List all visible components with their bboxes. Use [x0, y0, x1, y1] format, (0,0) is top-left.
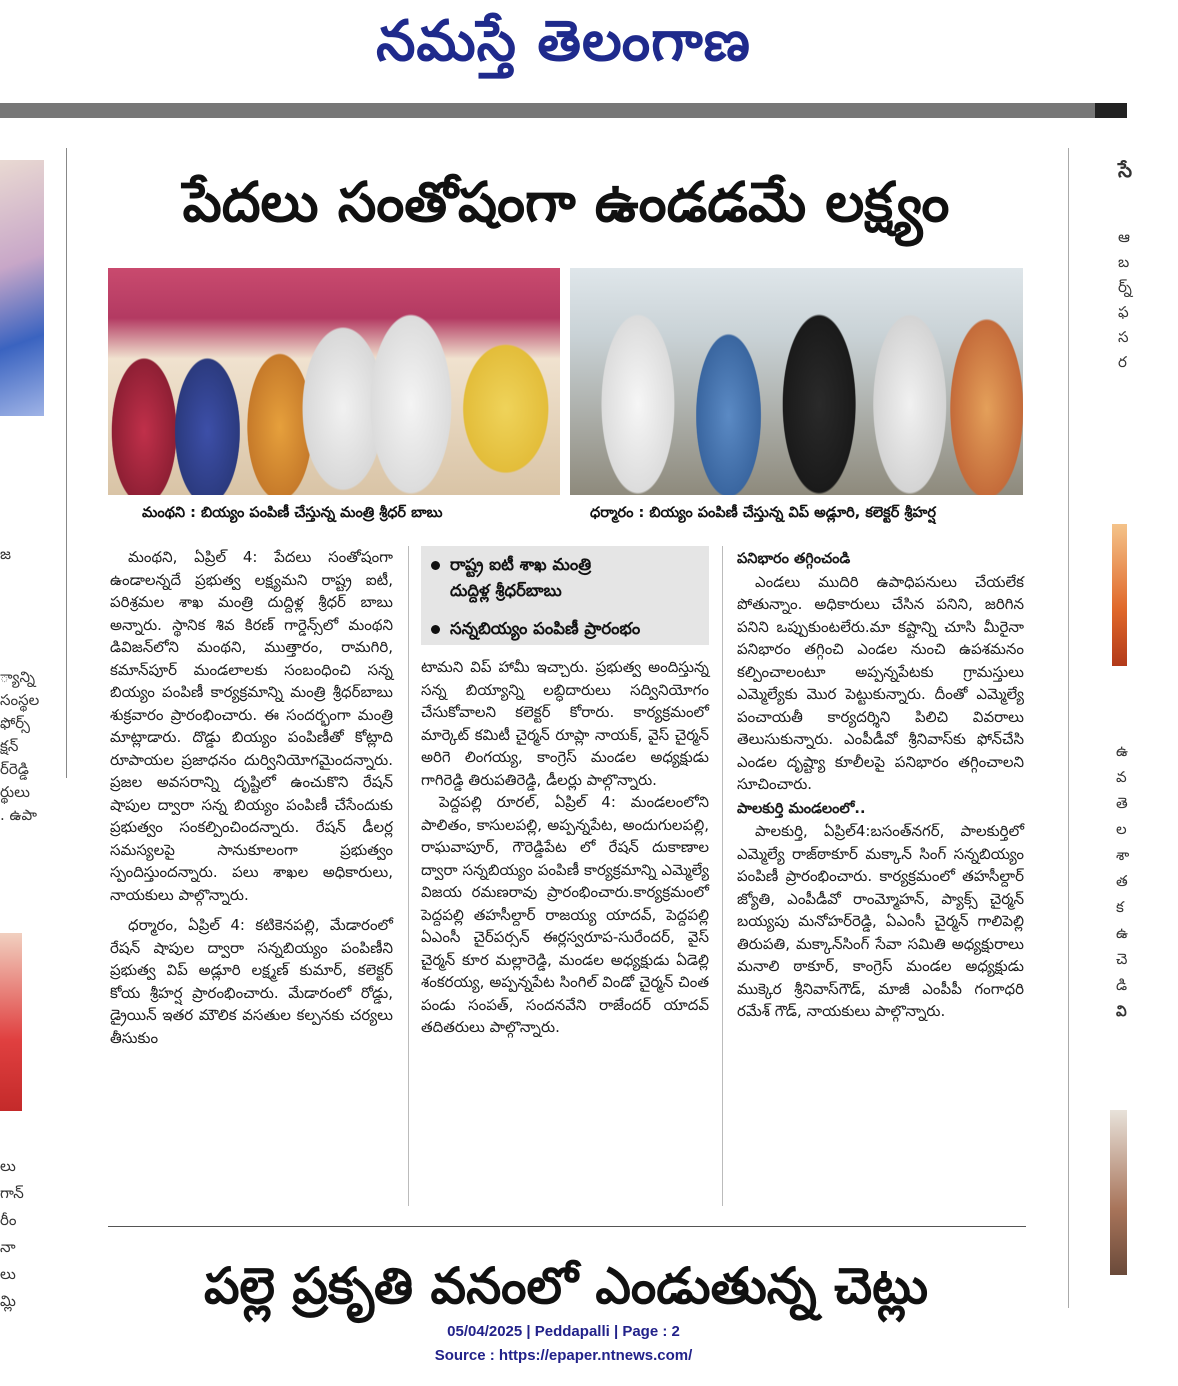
- left-snip: మ్లి: [0, 1292, 16, 1310]
- right-snip: ర్న్: [1118, 278, 1132, 296]
- right-snip: ల: [1116, 820, 1127, 838]
- right-snip: ఉ: [1116, 924, 1128, 942]
- right-snip: స: [1118, 328, 1129, 346]
- article-headline: పేదలు సంతోషంగా ఉండడమే లక్ష్యం: [182, 170, 950, 234]
- footer-source[interactable]: Source : https://epaper.ntnews.com/: [434, 1347, 693, 1364]
- article-column-1: [110, 546, 393, 1049]
- left-snip: లు: [0, 1157, 16, 1175]
- right-neighbor-photo-2: [1110, 1110, 1127, 1275]
- right-snip: శా: [1116, 846, 1130, 864]
- left-snip: ్యాన్ని: [0, 668, 36, 686]
- article-paragraph: టామని విప్ హామీ ఇచ్చారు. ప్రభుత్వ అందిస్తున్న సన్న బియ్యాన్ని లబ్ధిదారులు సద్వినియోగం చేసుకోవాలని కలెక్టర్ కోరారు. కార్యక్రమంలో మార్కెట్ కమిటీ చైర్మన్ రూప్లా నాయక్, వైస్ చైర్మన్ అరిగె లింగయ్య, కాంగ్రెస్ మండల అధ్యక్షుడు గాగిరెడ్డి తిరుపతిరెడ్డి, డీలర్లు పాల్గొన్నారు.: [421, 658, 709, 789]
- right-snip: తె: [1116, 794, 1128, 812]
- left-snip: గాన్: [0, 1184, 24, 1202]
- right-snip: వ: [1116, 768, 1127, 786]
- right-snip: ఆ: [1118, 228, 1130, 246]
- highlight-text: రాష్ట్ర ఐటీ శాఖ మంత్రి: [450, 555, 592, 574]
- left-column-rule: [66, 148, 67, 778]
- page-footer: [0, 1320, 1127, 1368]
- right-snip: త: [1116, 872, 1128, 890]
- article-column-2: [421, 656, 709, 1039]
- left-neighbor-text: [0, 543, 64, 827]
- article-paragraph: పెద్దపల్లి రూరల్, ఏప్రిల్ 4: మండలంలోని పాలితం, కాసులపల్లి, అప్పన్నపేట, అందుగులపల్లి, రాఘవాపూర్, గౌరెడ్డిపేట లో రేషన్ దుకాణాల ద్వారా సన్నబియ్యం పంపిణీ కార్యక్రమాన్ని ఎమ్మెల్యే విజయ రమణరావు ప్రారంభించారు.కార్యక్రమంలో పెద్దపల్లి తహసీల్దార్ రాజయ్య యాదవ్, పెద్దపల్లి ఏఎంసీ చైర్‌పర్సన్ ఈర్లస్వరూప-సురేందర్, వైస్ చైర్మన్ కూర మల్లారెడ్డి, మండల అధ్యక్షుడు ఏడెల్లి శంకరయ్య, అప్పన్నపేట సింగిల్ విండో చైర్మన్ చింత పండు సంపత్, సందనవేని రాజేందర్ యాదవ్ తదితరులు పాల్గొన్నారు.: [421, 793, 709, 1036]
- right-column-rule: [1068, 148, 1069, 1308]
- article-separator: [108, 1226, 1026, 1227]
- right-neighbor-text: [1118, 158, 1178, 375]
- right-snip: ఫ: [1118, 303, 1129, 321]
- left-neighbor-photo: [0, 160, 44, 416]
- right-snip: చె: [1116, 950, 1128, 968]
- photo-caption: మంథని : బియ్యం పంపిణీ చేస్తున్న మంత్రి శ్రీధర్ బాబు: [142, 505, 443, 521]
- left-snip: ర్‌రెడ్డి: [0, 760, 29, 778]
- footer-date-edition: 05/04/2025 | Peddapalli | Page : 2: [447, 1323, 680, 1340]
- right-snip: డి: [1116, 976, 1128, 994]
- right-snip: సే: [1118, 158, 1133, 182]
- masthead: [0, 0, 1127, 100]
- left-neighbor-strip: [0, 148, 68, 1308]
- article-paragraph: మంథని, ఏప్రిల్ 4: పేదలు సంతోషంగా ఉండాలన్నదే ప్రభుత్వ లక్ష్యమని రాష్ట్ర ఐటీ, పరిశ్రమల శాఖ మంత్రి దుద్దిళ్ల శ్రీధర్ బాబు అన్నారు. స్థానిక శివ కిరణ్ గార్డెన్స్‌లో మంథని డివిజన్‌లోని మంథని, ముత్తారం, రామగిరి, కమాన్‌పూర్ మండలాలకు సంబంధించి సన్న బియ్యం పంపిణీ కార్యక్రమాన్ని మంత్రి శ్రీధర్‌బాబు శుక్రవారం ప్రారంభించారు. ఈ సందర్భంగా మంత్రి మాట్లాడారు. దొడ్డు బియ్యం పంపిణీతో కోట్లాది రూపాయల ప్రజాధనం దుర్వినియోగమైందన్నారు. ప్రజల అవసరాన్ని దృష్టిలో ఉంచుకొని రేషన్ షాపుల ద్వారా సన్న బియ్యం పంపిణీ చేసేందుకు ప్రభుత్వం సంకల్పించిందన్నారు. రేషన్ డీలర్ల సమస్యలపై సానుకూలంగా ప్రభుత్వం స్పందిస్తుందన్నారు. పలు శాఖల అధికారులు, నాయకులు పాల్గొన్నారు.: [110, 548, 393, 904]
- highlight-item-continued: దుద్దిళ్ల శ్రీధర్‌బాబు: [450, 581, 562, 600]
- left-snip: . ఉపా: [0, 806, 37, 824]
- left-snip: నా: [0, 1238, 16, 1256]
- subheading: పనిభారం తగ్గించండి: [737, 551, 851, 567]
- article-paragraph: ఎండలు ముదిరి ఉపాధిపనులు చేయలేక పోతున్నాం. అధికారులు చేసిన పనిని, జరిగిన పనిని ఒప్పుకుంటలేరు.మా కష్టాన్ని చూసి మీరైనా పనిభారం తగ్గించి ఎండల నుంచి ఉపశమనం కల్పించాలంటూ అప్పన్నపేటకు గ్రామస్తులు ఎమ్మెల్యేకు మొర పెట్టుకున్నారు. దీంతో ఎమ్మెల్యే పంచాయతీ కార్యదర్శిని పిలిచి వివరాలు తెలుసుకున్నారు. ఎంపీడీవో శ్రీనివాస్‌కు ఫోన్‌చేసి ఎండల దృష్ట్యా కూలీలపై పనిభారం తగ్గించాలని సూచించారు.: [737, 572, 1024, 793]
- right-snip: ర: [1118, 353, 1127, 371]
- left-snip: క్షన్: [0, 737, 19, 755]
- photo-caption: ధర్మారం : బియ్యం పంపిణీ చేస్తున్న విప్ అడ్లూరి, కలెక్టర్ శ్రీహర్ష: [590, 505, 936, 521]
- left-neighbor-photo-2: [0, 933, 22, 1111]
- left-snip: లు: [0, 1265, 16, 1283]
- highlight-item: [421, 616, 709, 642]
- subheading: పాలకుర్తి మండలంలో..: [737, 800, 866, 817]
- left-snip: జ: [0, 545, 11, 563]
- article-column-3: [737, 546, 1024, 1023]
- right-snip: వి: [1116, 1002, 1127, 1020]
- left-neighbor-text-2: [0, 1153, 28, 1315]
- left-snip: రీం: [0, 1211, 17, 1229]
- highlights-box: [421, 546, 709, 645]
- right-neighbor-photo: [1112, 524, 1127, 666]
- manthani-photo: [108, 268, 560, 495]
- left-snip: ఫోర్స్: [0, 714, 30, 732]
- masthead-title: నమస్తే తెలంగాణ: [376, 8, 751, 74]
- highlight-item: [421, 552, 709, 578]
- highlight-text: సన్నబియ్యం పంపిణీ ప్రారంభం: [450, 619, 641, 638]
- bullet-icon: [431, 561, 440, 570]
- right-snip: ఉ: [1116, 742, 1128, 760]
- right-snip: క: [1116, 898, 1124, 916]
- column-rule: [408, 546, 409, 1206]
- masthead-rule: [0, 103, 1127, 118]
- dharmaram-photo: [570, 268, 1023, 495]
- right-neighbor-strip: [1068, 148, 1133, 1308]
- column-rule: [722, 546, 723, 1206]
- article-paragraph: పాలకుర్తి, ఏప్రిల్4:బసంత్‌నగర్, పాలకుర్తిలో ఎమ్మెల్యే రాజ్‌ఠాకూర్ మక్కాన్ సింగ్ సన్నబియ్యం పంపిణీ ప్రారంభించారు. కార్యక్రమంలో తహసీల్దార్ జ్యోతి, ఎంపీడీవో రాంమ్మోహన్, ప్యాక్స్ చైర్మన్ బయ్యపు మనోహర్‌రెడ్డి, ఏఎంసీ చైర్మన్ గాలిపెల్లి తిరుపతి, మక్కాన్‌సింగ్ సేవా సమితి అధ్యక్షురాలు మనాలి ఠాకూర్, కాంగ్రెస్ మండల అధ్యక్షుడు ముక్కెర శ్రీనివాస్‌గౌడ్, మాజీ ఎంపీపీ గంగాధరి రమేశ్ గౌడ్, నాయకులు పాల్గొన్నారు.: [737, 822, 1024, 1020]
- right-snip: బ: [1118, 253, 1130, 271]
- bullet-icon: [431, 625, 440, 634]
- next-article-headline: పల్లె ప్రకృతి వనంలో ఎండుతున్న చెట్లు: [203, 1257, 929, 1315]
- left-snip: సంస్థల: [0, 691, 40, 709]
- article-paragraph: ధర్మారం, ఏప్రిల్ 4: కటికెనపల్లి, మేడారంలో రేషన్ షాపుల ద్వారా సన్నబియ్యం పంపిణీని ప్రభుత్వ విప్ అడ్లూరి లక్ష్మణ్ కుమార్, కలెక్టర్ కోయ శ్రీహర్ష ప్రారంభించారు. మేడారంలో రోడ్డు, డ్రైయిన్ ఇతర మౌలిక వసతుల కల్పనకు చర్యలు తీసుకుం: [110, 916, 393, 1047]
- right-neighbor-text-2: [1116, 738, 1176, 1024]
- left-snip: ర్థులు: [0, 783, 30, 801]
- masthead-rule-end: [1095, 103, 1127, 118]
